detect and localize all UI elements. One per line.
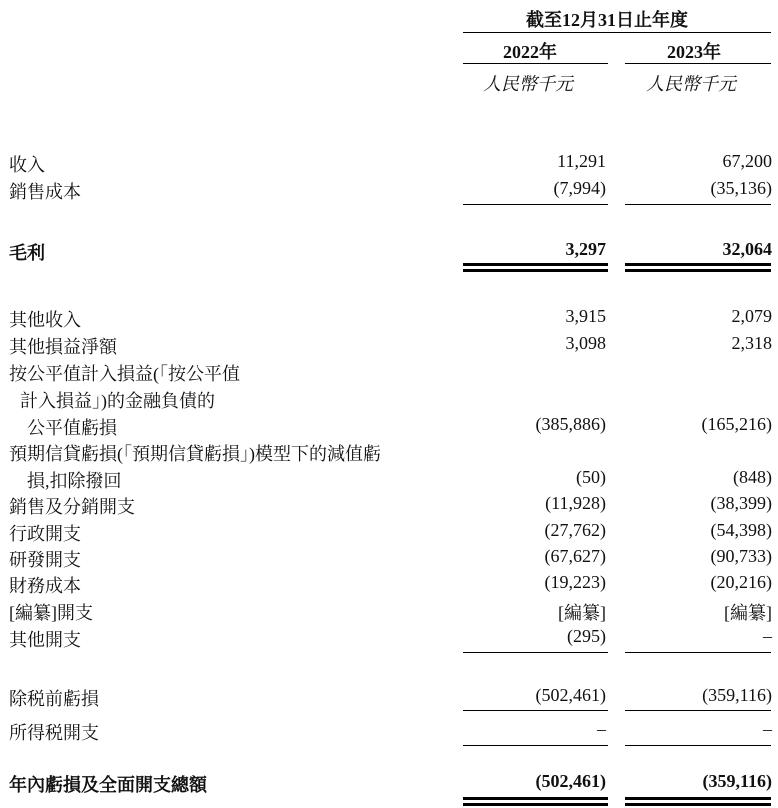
value-2023-revenue: 67,200 [722,151,772,171]
gross-profit-rule-2022-b [463,269,608,272]
unit-2023: 人民幣千元 [646,74,736,94]
row-label-cost-of-sales: 銷售成本 [9,182,81,202]
value-2023-finance-costs: (20,216) [710,572,772,592]
gross-profit-rule-2022-a [463,263,608,266]
value-2023-other-expenses: – [763,626,772,646]
value-2023-total-comprehensive-loss: (359,116) [702,771,772,791]
value-2023-cost-of-sales: (35,136) [710,178,772,198]
pretax-rule-2022 [463,710,608,711]
row-label-administrative: 行政開支 [9,524,81,544]
value-2022-redacted-expenses: [編纂] [558,603,606,623]
value-2023-loss-before-tax: (359,116) [702,685,772,705]
value-2023-gross-profit: 32,064 [722,239,772,259]
value-2022-income-tax: – [597,719,606,739]
total-rule-2022-a [463,797,608,800]
value-2022-other-gains-net: 3,098 [565,333,606,353]
row-label-total-comprehensive-loss: 年內虧損及全面開支總額 [9,775,207,795]
row-label-other-expenses: 其他開支 [9,630,81,650]
value-2022-gross-profit: 3,297 [565,239,606,259]
value-2023-redacted-expenses: [編纂] [724,603,772,623]
row-label-ecl-line2: 損,扣除撥回 [27,471,122,491]
value-2023-fvtpl-loss: (165,216) [701,414,772,434]
row-label-income-tax: 所得税開支 [9,723,99,743]
subtotal-rule-2023 [625,204,771,205]
header-rule [463,32,771,33]
total-rule-2023-a [625,797,771,800]
tax-rule-2023 [625,745,771,746]
value-2023-ecl: (848) [733,467,772,487]
row-label-fvtpl-line2: 計入損益」)的金融負債的 [20,391,215,411]
value-2022-total-comprehensive-loss: (502,461) [535,771,606,791]
value-2023-selling-distribution: (38,399) [710,493,772,513]
pretax-rule-2023 [625,710,771,711]
value-2022-administrative: (27,762) [544,520,606,540]
value-2023-rnd: (90,733) [710,546,772,566]
value-2022-rnd: (67,627) [544,546,606,566]
gross-profit-rule-2023-a [625,263,771,266]
value-2023-income-tax: – [763,719,772,739]
year-2022-rule [463,63,608,64]
year-2023-rule [625,63,771,64]
row-label-loss-before-tax: 除税前虧損 [9,689,99,709]
year-2022-header: 2022年 [503,42,557,62]
value-2023-other-gains-net: 2,318 [731,333,772,353]
row-label-gross-profit: 毛利 [9,243,45,263]
unit-2022: 人民幣千元 [483,74,573,94]
row-label-other-gains-net: 其他損益淨額 [9,337,117,357]
value-2023-other-income: 2,079 [731,306,772,326]
row-label-fvtpl-line1: 按公平值計入損益(「按公平值 [9,364,240,384]
value-2022-fvtpl-loss: (385,886) [535,414,606,434]
gross-profit-rule-2023-b [625,269,771,272]
total-rule-2023-b [625,803,771,806]
row-label-finance-costs: 財務成本 [9,576,81,596]
row-label-other-income: 其他收入 [9,310,81,330]
row-label-rnd: 研發開支 [9,550,81,570]
row-label-fvtpl-line3: 公平值虧損 [27,418,117,438]
value-2022-ecl: (50) [576,467,606,487]
expenses-rule-2023 [625,652,771,653]
row-label-revenue: 收入 [9,155,45,175]
expenses-rule-2022 [463,652,608,653]
value-2023-administrative: (54,398) [710,520,772,540]
value-2022-selling-distribution: (11,928) [545,493,606,513]
value-2022-finance-costs: (19,223) [544,572,606,592]
year-2023-header: 2023年 [667,42,721,62]
row-label-ecl-line1: 預期信貸虧損(「預期信貸虧損」)模型下的減值虧 [9,444,381,464]
value-2022-other-expenses: (295) [567,626,606,646]
value-2022-loss-before-tax: (502,461) [535,685,606,705]
value-2022-other-income: 3,915 [565,306,606,326]
value-2022-revenue: 11,291 [557,151,606,171]
tax-rule-2022 [463,745,608,746]
subtotal-rule-2022 [463,204,608,205]
total-rule-2022-b [463,803,608,806]
value-2022-cost-of-sales: (7,994) [553,178,606,198]
period-header: 截至12月31日止年度 [526,10,688,30]
row-label-redacted-expenses: [編纂]開支 [9,603,93,623]
row-label-selling-distribution: 銷售及分銷開支 [9,497,135,517]
